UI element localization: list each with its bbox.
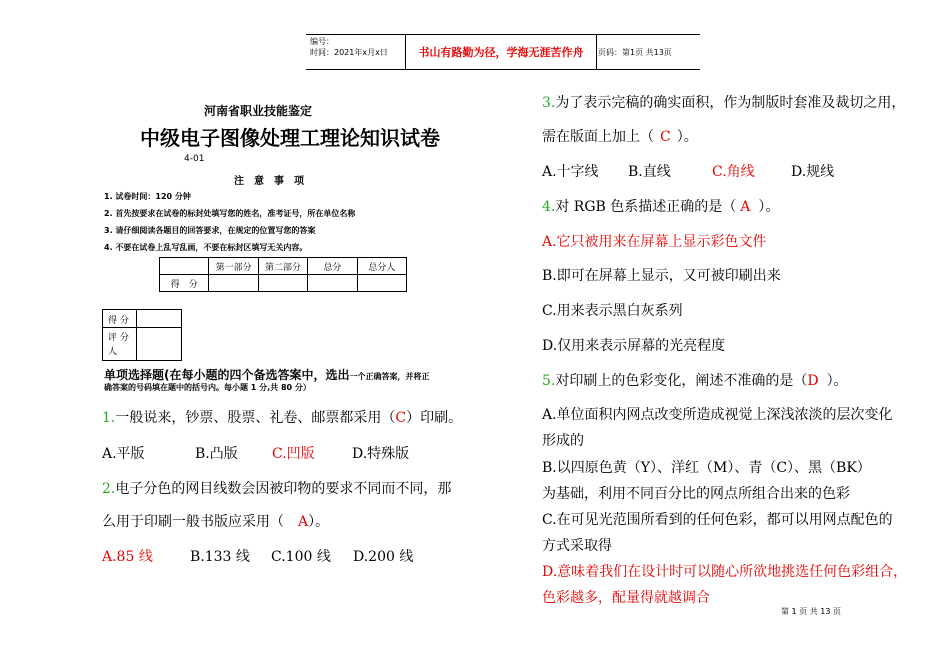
grader-score-row (103, 310, 181, 328)
page-footer: 第 1 页 共 13 页 (781, 607, 841, 616)
notice-3: 3. 请仔细阅读各题目的回答要求，在规定的位置写您的答案 (104, 226, 316, 235)
q1-option-c: C.凹版 (272, 446, 315, 462)
q2-option-a: A.85 线 (102, 549, 153, 565)
q2-option-c: C.100 线 (271, 549, 331, 565)
score-cell (357, 275, 406, 292)
question-4-text: 对 RGB 色系描述正确的是（ (555, 199, 737, 215)
motto: 书山有路勤为径，学海无涯苦作舟 (406, 35, 597, 69)
question-1-tail: ）印刷。 (406, 410, 463, 426)
question-2-tail: ）。 (308, 514, 330, 530)
q1-option-d: D.特殊版 (352, 446, 410, 462)
question-1-text: 一般说来，钞票、股票、礼卷、邮票都采用（ (115, 410, 396, 426)
section-title-main: 单项选择题(在每小题的四个备选答案中，选出 (104, 368, 350, 382)
q4-option-b: B.即可在屏幕上显示，又可被印刷出来 (542, 268, 781, 284)
q3-option-d: D.规线 (791, 164, 835, 180)
question-1-number: 1. (102, 410, 116, 426)
q1-option-b: B.凸版 (195, 446, 238, 462)
score-header-part1: 第一部分 (209, 258, 258, 275)
question-3-answer: C (660, 129, 671, 145)
q3-option-a: A.十字线 (542, 164, 599, 180)
header-meta (306, 35, 406, 69)
question-4 (542, 196, 779, 216)
q5-option-a: A.单位面积内网点改变所造成视觉上深浅浓淡的层次变化 (542, 407, 893, 423)
q5-option-b: B.以四原色黄（Y）、洋红（M）、青（C）、黑（BK） (542, 460, 871, 476)
question-5-text: 对印刷上的色彩变化，阐述不准确的是（ (555, 373, 808, 389)
grader-box (102, 309, 182, 361)
question-3 (542, 92, 905, 112)
q5-option-d: D.意味着我们在设计时可以随心所欲地挑选任何色彩组合， (542, 564, 908, 580)
q5-option-c: C.在可见光范围所看到的任何色彩，都可以用网点配色的 (542, 512, 893, 528)
question-5-number: 5. (542, 373, 556, 389)
notice-4: 4. 不要在试卷上乱写乱画，不要在标封区填写无关内容。 (104, 243, 308, 252)
question-4-number: 4. (542, 199, 556, 215)
grader-score-label: 得 分 (108, 316, 129, 326)
exam-code: 4-01 (184, 154, 205, 164)
score-header-blank (160, 258, 209, 275)
section-title-line2: 确答案的号码填在题中的括号内。每小题 1 分,共 80 分） (104, 383, 311, 392)
exam-org: 河南省职业技能鉴定 (204, 104, 313, 118)
question-3-line2 (542, 126, 698, 146)
page-header (306, 34, 700, 70)
score-table (159, 257, 407, 292)
id-label: 编号： (310, 37, 334, 46)
q5-option-d-cont: 色彩越多，配量得就越调合 (542, 590, 710, 606)
question-1-answer: C (395, 410, 407, 426)
grader-divider (136, 310, 137, 360)
q5-option-b-cont: 为基础，利用不同百分比的网点所组合出来的色彩 (542, 486, 850, 502)
question-3-tail: ）。 (676, 129, 698, 145)
score-row-label: 得 分 (160, 275, 209, 292)
notice-title: 注 意 事 项 (234, 176, 304, 187)
question-2 (102, 478, 451, 498)
score-cell (258, 275, 307, 292)
section-title (104, 364, 430, 383)
question-5 (542, 370, 848, 390)
q5-option-c-cont: 方式采取得 (542, 538, 612, 554)
q3-option-b: B.直线 (628, 164, 671, 180)
question-2-answer: A (298, 514, 309, 530)
question-5-answer: D (807, 373, 819, 389)
question-2-text2: 么用于印刷一般书版应采用（ (102, 514, 284, 530)
q4-option-d: D.仅用来表示屏幕的光亮程度 (542, 338, 726, 354)
question-1 (102, 407, 462, 427)
q4-option-a: A.它只被用来在屏幕上显示彩色文件 (542, 234, 767, 250)
page-label: 页码：第1页 共13页 (598, 47, 672, 57)
score-cell (308, 275, 357, 292)
q2-option-b: B.133 线 (190, 549, 250, 565)
q4-option-c: C.用来表示黑白灰系列 (542, 303, 683, 319)
q5-option-a-cont: 形成的 (542, 433, 584, 449)
question-3-text2: 需在版面上加上（ (542, 129, 654, 145)
question-4-answer: A (740, 199, 751, 215)
question-2-number: 2. (102, 481, 116, 497)
question-2-line2 (102, 511, 329, 531)
score-cell (209, 275, 258, 292)
question-3-text: 为了表示完稿的确实面积，作为制版时套准及裁切之用， (555, 95, 906, 111)
section-title-small: 一个正确答案，并将正 (349, 372, 430, 381)
question-4-tail: ）。 (758, 199, 780, 215)
question-3-number: 3. (542, 95, 556, 111)
score-header-scorer: 总分人 (357, 258, 406, 275)
q2-option-d: D.200 线 (353, 549, 414, 565)
q3-option-c: C.角线 (712, 164, 755, 180)
question-2-text: 电子分色的网目线数会因被印物的要求不同而不同，那 (115, 481, 452, 497)
time-label: 时间：2021年x月x日 (310, 48, 388, 57)
notice-2: 2. 首先按要求在试卷的标封处填写您的姓名，准考证号，所在单位名称 (104, 209, 356, 218)
exam-title: 中级电子图像处理工理论知识试卷 (140, 126, 440, 150)
score-header-part2: 第二部分 (258, 258, 307, 275)
question-5-tail: ）。 (826, 373, 848, 389)
score-header-total: 总分 (308, 258, 357, 275)
notice-1: 1. 试卷时间：120 分钟 (104, 192, 191, 201)
grader-reviewer-label: 评 分 人 (108, 333, 129, 357)
q1-option-a: A.平版 (102, 446, 145, 462)
